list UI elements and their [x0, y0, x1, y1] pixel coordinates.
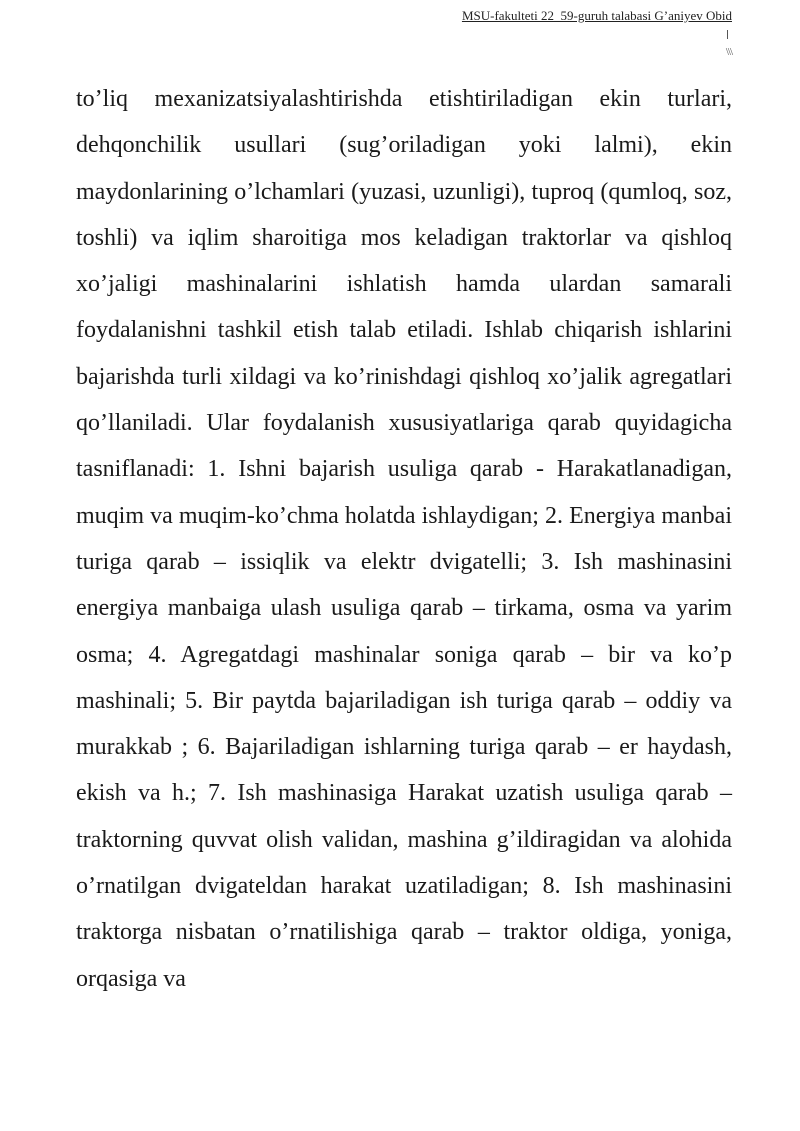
- corner-tick-mark: [727, 30, 728, 39]
- body-paragraph: to’liq mexanizatsiyalashtirishda etishtiriladigan ekin turlari, dehqonchilik usullari (sug’oriladigan yoki lalmi), ekin maydonlarining o’lchamlari (yuzasi, uzunligi), tuproq (qumloq, soz, toshli) va iqlim sharoitiga mos keladigan traktorlar va qishloq xo’jaligi mashinalarini ishlatish hamda ulardan samarali foydalanishni tashkil etish talab etiladi. Ishlab chiqarish ishlarini bajarishda turli xildagi va ko’rinishdagi qishloq xo’jalik agregatlari qo’llaniladi. Ular foydalanish xususiyatlariga qarab quyidagicha tasniflanadi: 1. Ishni bajarish usuliga qarab - Harakatlanadigan, muqim va muqim-ko’chma holatda ishlaydigan; 2. Energiya manbai turiga qarab – issiqlik va elektr dvigatelli; 3. Ish mashinasini energiya manbaiga ulash usuliga qarab – tirkama, osma va yarim osma; 4. Agregatdagi mashinalar soniga qarab – bir va ko’p mashinali; 5. Bir paytda bajariladigan ish turiga qarab – oddiy va murakkab ; 6. Bajariladigan ishlarning turiga qarab – er haydash, ekish va h.; 7. Ish mashinasiga Harakat uzatish usuliga qarab – traktorning quvvat olish validan, mashina g’ildiragidan va alohida o’rnatilgan dvigateldan harakat uzatiladigan; 8. Ish mashinasini traktorga nisbatan o’rnatilishiga qarab – traktor oldiga, yoniga, orqasiga va: [76, 86, 732, 992]
- corner-triple-mark: \\\: [725, 46, 732, 58]
- page-header: [462, 8, 732, 24]
- corner-marks: [718, 30, 732, 62]
- header-author-line: MSU-fakulteti 22_59-guruh talabasi G’aniyev Obid: [461, 8, 732, 23]
